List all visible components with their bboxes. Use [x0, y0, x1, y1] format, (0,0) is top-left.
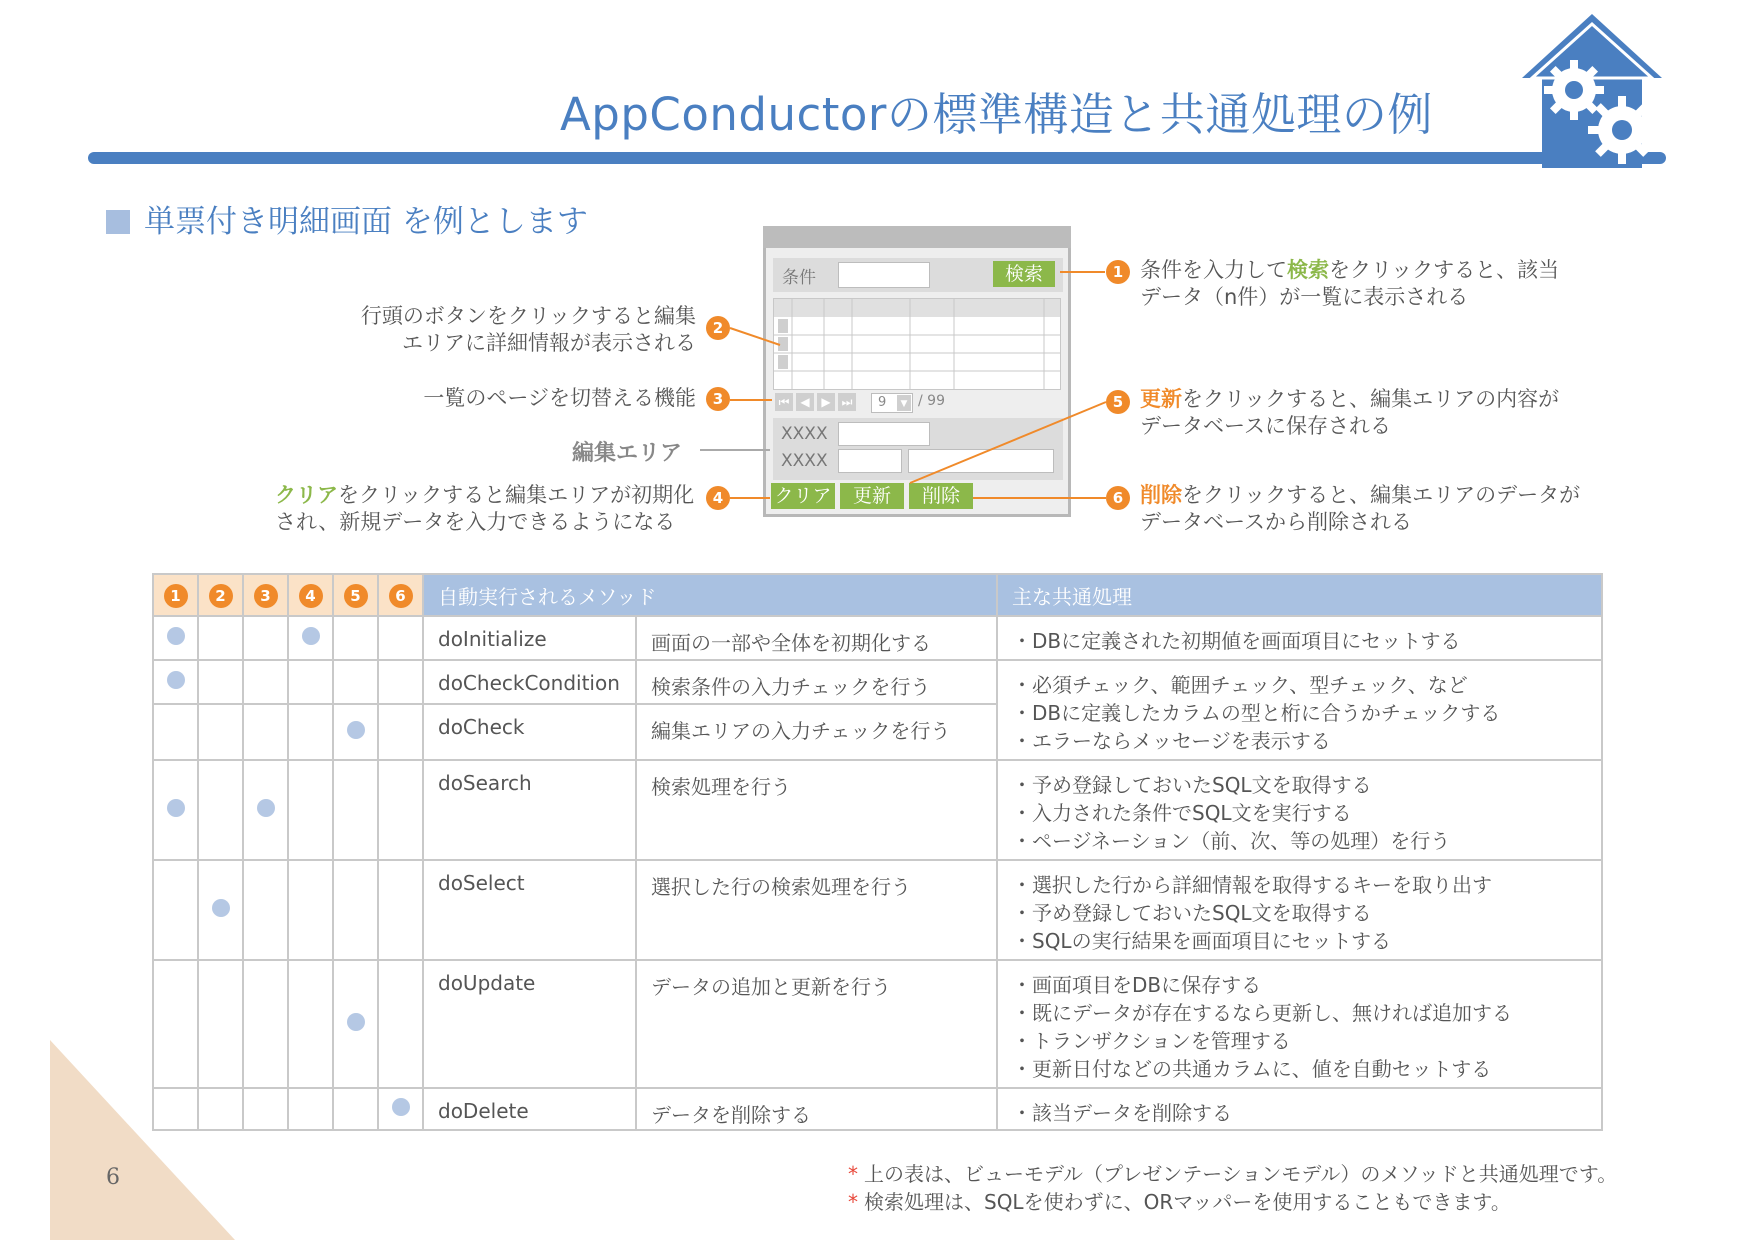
chevron-down-icon: ▼ — [897, 395, 911, 411]
header-badge-3-label: 3 — [254, 584, 278, 608]
header-methods: 自動実行されるメソッド — [423, 574, 997, 616]
callout-6-highlight: 削除 — [1140, 483, 1182, 507]
callout-1-post: をクリックすると、該当 — [1329, 258, 1560, 282]
header-badge-5 — [333, 574, 378, 616]
callout-5-line1 — [1140, 386, 1559, 413]
table-row — [153, 760, 1602, 860]
marker-dot — [167, 799, 185, 817]
common-item: ・必須チェック、範囲チェック、型チェック、など — [1012, 673, 1468, 697]
method-name: doDelete — [423, 1088, 636, 1130]
common-item: ・SQLの実行結果を画面項目にセットする — [1012, 929, 1391, 953]
mock-field1-label: XXXX — [781, 424, 828, 444]
common-processing — [997, 1088, 1602, 1130]
callout-6-line1 — [1140, 482, 1580, 509]
common-processing — [997, 960, 1602, 1088]
common-processing — [997, 660, 1602, 760]
mark-cell — [153, 616, 198, 660]
mock-delete-button[interactable]: 削除 — [909, 483, 973, 509]
header-badge-6 — [378, 574, 423, 616]
table-row — [153, 860, 1602, 960]
mark-cell — [153, 660, 198, 704]
common-processing — [997, 616, 1602, 660]
common-item: ・ページネーション（前、次、等の処理）を行う — [1012, 829, 1451, 853]
common-item: ・該当データを削除する — [1012, 1101, 1232, 1125]
mark-cell — [288, 1088, 333, 1130]
callout-badge-6: 6 — [1106, 486, 1130, 510]
common-item: ・トランザクションを管理する — [1012, 1029, 1291, 1053]
callout-4-line1 — [275, 482, 694, 509]
mark-cell — [333, 660, 378, 704]
callout-5-line2: データベースに保存される — [1140, 414, 1391, 438]
common-processing — [997, 760, 1602, 860]
mark-cell — [378, 860, 423, 960]
mark-cell — [378, 960, 423, 1088]
mark-cell — [288, 960, 333, 1088]
mark-cell — [333, 1088, 378, 1130]
section-heading-text: 単票付き明細画面 を例とします — [144, 204, 588, 240]
header-badge-3 — [243, 574, 288, 616]
pager-total: / 99 — [918, 393, 945, 409]
table-row — [153, 616, 1602, 660]
header-badge-6-label: 6 — [389, 584, 413, 608]
callout-6-text — [1140, 482, 1580, 536]
mock-field2-label: XXXX — [781, 451, 828, 471]
common-processing — [997, 860, 1602, 960]
callout-badge-3: 3 — [706, 387, 730, 411]
mark-cell — [333, 760, 378, 860]
marker-dot — [347, 1013, 365, 1031]
common-item: ・入力された条件でSQL文を実行する — [1012, 801, 1352, 825]
callout-4-line2: され、新規データを入力できるようになる — [275, 510, 676, 534]
callout-badge-5: 5 — [1106, 390, 1130, 414]
header-common: 主な共通処理 — [997, 574, 1602, 616]
callout-1-text — [1140, 257, 1559, 311]
callout-6-post: をクリックすると、編集エリアのデータが — [1182, 483, 1581, 507]
callout-4-text — [275, 482, 694, 536]
common-item: ・画面項目をDBに保存する — [1012, 973, 1262, 997]
mark-cell — [333, 860, 378, 960]
callout-badge-1: 1 — [1106, 260, 1130, 284]
mark-cell — [243, 860, 288, 960]
marker-dot — [392, 1098, 410, 1116]
footnote-1-text: 上の表は、ビューモデル（プレゼンテーションモデル）のメソッドと共通処理です。 — [864, 1162, 1618, 1186]
callout-4-highlight: クリア — [275, 483, 338, 507]
method-table — [152, 573, 1603, 1131]
marker-dot — [347, 721, 365, 739]
mark-cell — [288, 704, 333, 760]
callout-badge-4: 4 — [706, 486, 730, 510]
common-item: ・既にデータが存在するなら更新し、無ければ追加する — [1012, 1001, 1512, 1025]
callout-1-highlight: 検索 — [1287, 258, 1329, 282]
mock-clear-button[interactable]: クリア — [771, 483, 835, 509]
marker-dot — [167, 627, 185, 645]
method-desc: 選択した行の検索処理を行う — [636, 860, 997, 960]
mark-cell — [378, 704, 423, 760]
mark-cell — [378, 660, 423, 704]
mock-search-button[interactable]: 検索 — [993, 261, 1055, 287]
callout-2-line1: 行頭のボタンをクリックすると編集 — [360, 304, 696, 328]
method-name: doCheck — [423, 704, 636, 760]
method-name: doSelect — [423, 860, 636, 960]
common-item: ・エラーならメッセージを表示する — [1012, 729, 1331, 753]
marker-dot — [257, 799, 275, 817]
header-badge-4 — [288, 574, 333, 616]
method-desc: データを削除する — [636, 1088, 997, 1130]
method-desc: 検索条件の入力チェックを行う — [636, 660, 997, 704]
pager-next-icon[interactable]: ▶ — [817, 393, 835, 411]
callout-2-text — [340, 303, 696, 357]
header-badge-5-label: 5 — [344, 584, 368, 608]
mark-cell — [288, 760, 333, 860]
mark-cell — [198, 616, 243, 660]
common-item: ・選択した行から詳細情報を取得するキーを取り出す — [1012, 873, 1492, 897]
method-desc: 画面の一部や全体を初期化する — [636, 616, 997, 660]
page-title: AppConductorの標準構造と共通処理の例 — [560, 88, 1433, 141]
mark-cell — [333, 960, 378, 1088]
marker-dot — [212, 899, 230, 917]
mark-cell — [243, 660, 288, 704]
footnote-2-text: 検索処理は、SQLを使わずに、ORマッパーを使用することもできます。 — [864, 1190, 1511, 1214]
method-name: doUpdate — [423, 960, 636, 1088]
common-item: ・予め登録しておいたSQL文を取得する — [1012, 773, 1372, 797]
callout-6-line2: データベースから削除される — [1140, 510, 1412, 534]
common-item: ・更新日付などの共通カラムに、値を自動セットする — [1012, 1057, 1492, 1081]
footnote-1 — [848, 1158, 1617, 1187]
mark-cell — [198, 760, 243, 860]
callout-badge-2: 2 — [706, 316, 730, 340]
method-desc: 編集エリアの入力チェックを行う — [636, 704, 997, 760]
callout-5-highlight: 更新 — [1140, 387, 1182, 411]
mark-cell — [153, 760, 198, 860]
callout-5-post: をクリックすると、編集エリアの内容が — [1182, 387, 1560, 411]
pager-last-icon[interactable]: ⏭ — [838, 393, 856, 411]
marker-dot — [167, 671, 185, 689]
mark-cell — [243, 704, 288, 760]
header-badge-1-label: 1 — [164, 584, 188, 608]
mark-cell — [288, 616, 333, 660]
mark-cell — [198, 860, 243, 960]
callout-5-text — [1140, 386, 1559, 440]
method-name: doCheckCondition — [423, 660, 636, 704]
callout-1-line1 — [1140, 257, 1559, 284]
header-badge-2 — [198, 574, 243, 616]
table-row — [153, 960, 1602, 1088]
mark-cell — [243, 616, 288, 660]
mark-cell — [198, 704, 243, 760]
method-desc: データの追加と更新を行う — [636, 960, 997, 1088]
marker-dot — [302, 627, 320, 645]
callout-2-line2: エリアに詳細情報が表示される — [402, 331, 696, 355]
header-badge-1 — [153, 574, 198, 616]
mark-cell — [288, 860, 333, 960]
table-header-row — [153, 574, 1602, 616]
mark-cell — [153, 704, 198, 760]
edit-area-label: 編集エリア — [572, 441, 683, 466]
callout-3-text: 一覧のページを切替える機能 — [423, 386, 696, 410]
mark-cell — [243, 760, 288, 860]
mark-cell — [378, 616, 423, 660]
header-badge-2-label: 2 — [209, 584, 233, 608]
mark-cell — [198, 660, 243, 704]
mark-cell — [378, 1088, 423, 1130]
page-number: 6 — [106, 1165, 120, 1190]
footnote-1-asterisk: * — [848, 1162, 858, 1186]
common-item: ・予め登録しておいたSQL文を取得する — [1012, 901, 1372, 925]
mark-cell — [288, 660, 333, 704]
method-name: doInitialize — [423, 616, 636, 660]
pager-first-icon[interactable]: ⏮ — [775, 393, 793, 411]
mark-cell — [153, 860, 198, 960]
footnote-2 — [848, 1186, 1511, 1215]
mock-update-button[interactable]: 更新 — [840, 483, 904, 509]
footnote-2-asterisk: * — [848, 1190, 858, 1214]
header-badge-4-label: 4 — [299, 584, 323, 608]
corner-decoration — [0, 1040, 260, 1240]
mark-cell — [333, 704, 378, 760]
common-item: ・DBに定義したカラムの型と桁に合うかチェックする — [1012, 701, 1501, 725]
callout-1-pre: 条件を入力して — [1140, 258, 1287, 282]
callout-4-post: をクリックすると編集エリアが初期化 — [338, 483, 695, 507]
method-name: doSearch — [423, 760, 636, 860]
mark-cell — [333, 616, 378, 660]
table-row — [153, 660, 1602, 704]
method-desc: 検索処理を行う — [636, 760, 997, 860]
pager-page-value: 9 — [878, 395, 887, 410]
pager-prev-icon[interactable]: ◀ — [796, 393, 814, 411]
common-item: ・DBに定義された初期値を画面項目にセットする — [1012, 629, 1461, 653]
table-row — [153, 1088, 1602, 1130]
callout-1-line2: データ（n件）が一覧に表示される — [1140, 285, 1469, 309]
mark-cell — [378, 760, 423, 860]
mock-condition-label: 条件 — [782, 268, 816, 288]
